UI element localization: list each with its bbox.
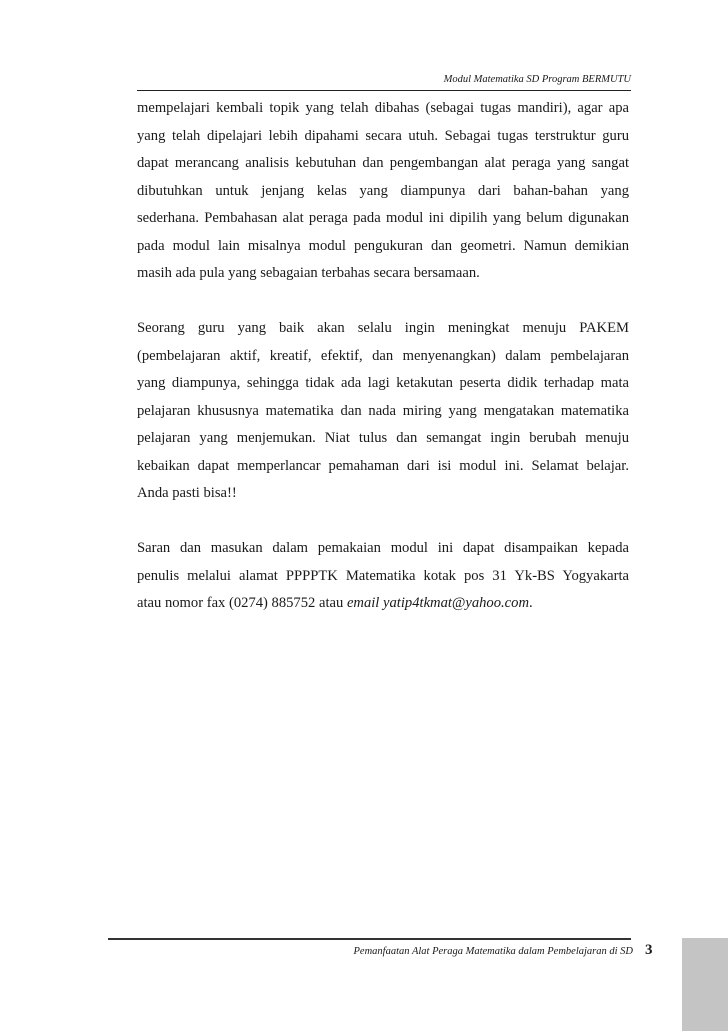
text-line: masih ada pula yang sebagaian terbahas secara bersamaan. bbox=[137, 265, 480, 281]
running-header: Modul Matematika SD Program BERMUTU bbox=[443, 74, 631, 85]
text-line: pelajaran khususnya matematika dan nada miring yang mengatakan matematika bbox=[137, 402, 629, 419]
text-line: dapat merancang analisis kebutuhan dan pengembangan alat peraga yang sangat bbox=[137, 155, 629, 171]
email-address: yatip4tkmat@yahoo.com bbox=[383, 595, 529, 611]
text-line: (pembelajaran aktif, kreatif, efektif, dan menyenangkan) dalam pembelajaran bbox=[137, 347, 629, 364]
text-line: pelajaran yang menjemukan. Niat tulus dan semangat ingin berubah menuju bbox=[137, 430, 629, 446]
header-divider bbox=[137, 90, 631, 91]
paragraph-contact bbox=[137, 535, 629, 618]
page-body bbox=[137, 95, 629, 618]
text-line: penulis melalui alamat PPPPTK Matematika kotak pos 31 Yk-BS Yogyakarta bbox=[137, 567, 629, 584]
corner-tab bbox=[682, 938, 728, 1031]
text-line: pada modul lain misalnya modul pengukuran dan geometri. Namun demikian bbox=[137, 237, 629, 254]
fax-text: atau nomor fax (0274) 885752 atau bbox=[137, 595, 347, 611]
text-line: yang telah dipelajari lebih dipahami secara utuh. Sebagai tugas terstruktur guru bbox=[137, 127, 629, 144]
text-line: kebaikan dapat memperlancar pemahaman dari isi modul ini. Selamat belajar. bbox=[137, 457, 629, 474]
paragraph-pakem bbox=[137, 315, 629, 508]
text-line: mempelajari kembali topik yang telah dibahas (sebagai tugas mandiri), agar apa bbox=[137, 100, 629, 116]
footer-divider bbox=[108, 938, 631, 940]
text-line: dibutuhkan untuk jenjang kelas yang diampunya dari bahan-bahan yang bbox=[137, 182, 629, 199]
sentence-end: . bbox=[528, 595, 533, 611]
running-footer: Pemanfaatan Alat Peraga Matematika dalam Pembelajaran di SD bbox=[353, 946, 633, 957]
text-line: Seorang guru yang baik akan selalu ingin meningkat menuju PAKEM bbox=[137, 320, 629, 336]
page-number: 3 bbox=[645, 942, 653, 958]
text-line: Anda pasti bisa!! bbox=[137, 485, 237, 501]
contact-line bbox=[137, 590, 629, 618]
email-label: email bbox=[346, 595, 380, 611]
text-line: Saran dan masukan dalam pemakaian modul ini dapat disampaikan kepada bbox=[137, 540, 629, 556]
paragraph-intro bbox=[137, 95, 629, 288]
text-line: yang diampunya, sehingga tidak ada lagi ketakutan peserta didik terhadap mata bbox=[137, 375, 629, 391]
text-line: sederhana. Pembahasan alat peraga pada modul ini dipilih yang belum digunakan bbox=[137, 210, 629, 226]
